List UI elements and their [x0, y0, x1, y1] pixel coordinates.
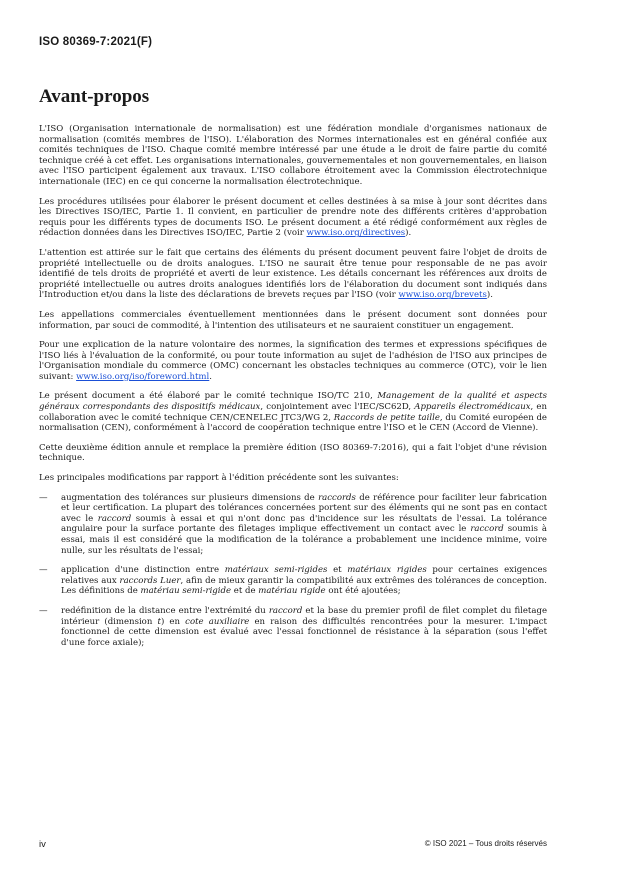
paragraph-text: , du Comité européen de normalisation (CEN), conformément à l'accord de coopération technique entre l'ISO et le CEN (Accord de Vienne).	[39, 412, 547, 434]
paragraph-text: .	[209, 371, 212, 382]
working-group-title: Raccords de petite taille	[333, 412, 440, 423]
dash-bullet: —	[39, 492, 48, 503]
directives-link[interactable]: www.iso.org/directives	[306, 228, 406, 239]
item-text: et de	[231, 586, 259, 597]
copyright-notice: © ISO 2021 – Tous droits réservés	[424, 839, 547, 848]
page-number: iv	[39, 839, 46, 850]
paragraph-committee	[39, 391, 547, 433]
paragraph-edition: Cette deuxième édition annule et remplace la première édition (ISO 80369-7:2016), qui a fait l'objet d'une révision technique.	[39, 442, 547, 464]
item-term: raccords Luer	[119, 575, 181, 586]
paragraph-text: ).	[486, 290, 493, 301]
paragraph-text: ).	[405, 228, 412, 239]
paragraph-text: Les procédures utilisées pour élaborer le présent document et celles destinées à sa mise à jour sont décrites dans les Directives ISO/IEC, Partie 1. Il convient, en particulier de prendre note des différents critères d'approbation requis pour les différents types de documents ISO. Le présent document a été rédigé conformément aux règles de rédaction données dans les Directives ISO/IEC, Partie 2 (voir	[39, 196, 547, 239]
item-term: raccord	[470, 524, 504, 535]
foreword-body	[39, 124, 547, 657]
item-text: de référence pour faciliter leur fabrication et leur certification. La plupart des tolérances concernées portent sur des éléments qui ne sont pas en contact avec le	[61, 492, 547, 524]
item-term: matériaux semi-rigides	[224, 565, 328, 576]
paragraph-text: Le présent document a été élaboré par le comité technique ISO/TC 210,	[39, 391, 378, 402]
item-term: matériaux rigides	[347, 565, 427, 576]
paragraph-text: , en collaboration avec le comité technique CEN/CENELEC JTC3/WG 2,	[39, 402, 547, 423]
paragraph-text: , conjointement avec l'IEC/SC62D,	[260, 402, 415, 413]
item-text: redéfinition de la distance entre l'extrémité du	[61, 605, 269, 616]
item-term: cote auxiliaire	[185, 616, 250, 627]
paragraph-text: L'attention est attirée sur le fait que certains des éléments du présent document peuvent faire l'objet de droits de propriété intellectuelle ou de droits analogues. L'ISO ne saurait être tenue pour responsable de ne pas avoir identifié de tels droits de propriété et averti de leur existence. Les détails concernant les références aux droits de propriété intellectuelle ou autres droits analogues identifiés lors de l'élaboration du document sont indiqués dans l'Introduction et/ou dans la liste des déclarations de brevets reçues par l'ISO (voir	[39, 247, 547, 301]
subcommittee-title: Appareils électromédicaux	[414, 402, 531, 413]
item-term: t	[157, 616, 161, 627]
paragraph-iso-intro: L'ISO (Organisation internationale de normalisation) est une fédération mondiale d'organismes nationaux de normalisation (comités membres de l'ISO). L'élaboration des Normes internationales est en général confiée aux comités techniques de l'ISO. Chaque comité membre intéressé par une étude a le droit de faire partie du comité technique créé à cet effet. Les organisations internationales, gouvernementales et non gouvernementales, en liaison avec l'ISO participent également aux travaux. L'ISO collabore étroitement avec la Commission électrotechnique internationale (IEC) en ce qui concerne la normalisation électrotechnique.	[39, 124, 547, 187]
item-term: raccord	[268, 605, 303, 616]
item-text: augmentation des tolérances sur plusieurs dimensions de	[61, 492, 319, 503]
document-header: ISO 80369-7:2021(F)	[39, 36, 153, 48]
paragraph-voluntary-nature	[39, 340, 547, 382]
list-item	[39, 565, 547, 597]
paragraph-procedures	[39, 197, 547, 239]
item-text: application d'une distinction entre	[61, 565, 225, 576]
item-text: ) en	[160, 616, 186, 627]
item-text: pour certaines exigences relatives aux	[61, 565, 547, 586]
item-text: soumis à essai et qui n'ont donc pas d'incidence sur les résultats de l'essai. La tolérance angulaire pour la surface portante des filetages implique effectivement un contact avec le	[61, 513, 547, 535]
dash-bullet: —	[39, 605, 48, 616]
item-term: raccords	[318, 492, 356, 503]
patents-link[interactable]: www.iso.org/brevets	[398, 290, 487, 301]
list-item	[39, 493, 547, 557]
item-text: et la base du premier profil de filet complet du filetage intérieur (dimension	[61, 605, 547, 627]
paragraph-text: Pour une explication de la nature volontaire des normes, la signification des termes et expressions spécifiques de l'ISO liés à l'évaluation de la conformité, ou pour toute information au sujet de l'adhésion de l'ISO aux principes de l'Organisation mondiale du commerce (OMC) concernant les obstacles techniques au commerce (OTC), voir le lien suivant:	[39, 340, 547, 382]
item-text: ont été ajoutées;	[325, 586, 401, 597]
dash-bullet: —	[39, 565, 48, 576]
foreword-link[interactable]: www.iso.org/iso/foreword.html	[76, 371, 210, 382]
committee-title: Management de la qualité et aspects généraux correspondants des dispositifs médicaux	[39, 391, 547, 413]
item-term: matériau semi-rigide	[140, 586, 232, 597]
item-term: raccord	[97, 513, 132, 524]
item-text: et	[327, 565, 348, 576]
item-text: , afin de mieux garantir la compatibilité aux extrêmes des tolérances de conception. Les définitions de	[61, 575, 547, 597]
page-title: Avant-propos	[39, 86, 150, 107]
item-text: soumis à essai, mais il est considéré que la modification de la tolérance a probablement une incidence minime, voire nulle, sur les résultats de l'essai;	[61, 524, 548, 556]
item-text: en raison des difficultés rencontrées pour la mesurer. L'impact fonctionnel de cette dimension est évalué avec l'essai fonctionnel de résistance à la séparation (sous l'effet d'une force axiale);	[61, 616, 547, 648]
item-term: matériau rigide	[258, 586, 326, 597]
changes-list	[39, 493, 547, 649]
list-item	[39, 606, 547, 648]
paragraph-changes-intro: Les principales modifications par rapport à l'édition précédente sont les suivantes:	[39, 473, 399, 484]
paragraph-trade-names: Les appellations commerciales éventuellement mentionnées dans le présent document sont données pour information, par souci de commodité, à l'intention des utilisateurs et ne sauraient constituer un engagement.	[39, 309, 547, 331]
paragraph-patents	[39, 248, 547, 301]
